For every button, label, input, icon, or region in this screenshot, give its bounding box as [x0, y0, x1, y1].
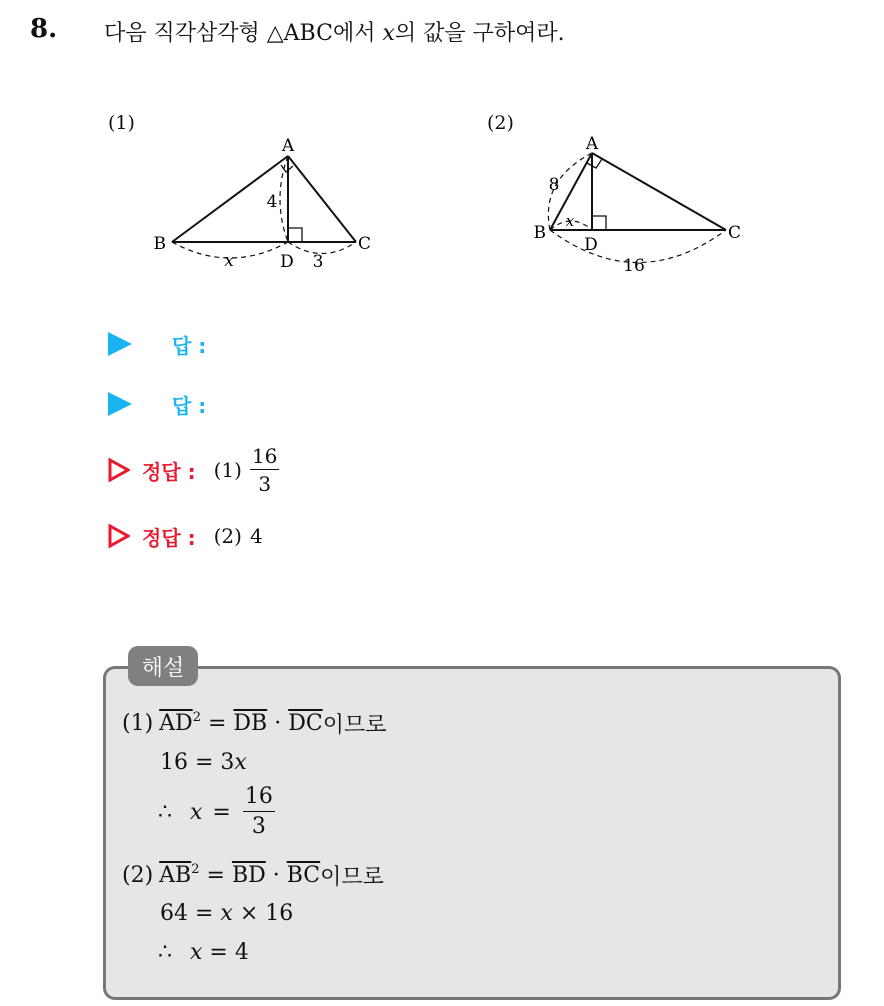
figure-1-label: (1) — [108, 112, 135, 134]
variable-x: x — [234, 750, 247, 775]
solution-line-1 — [122, 708, 386, 739]
segment-db: $\overline{DB}$ — [233, 711, 268, 736]
triangle-arrow-icon — [108, 332, 132, 356]
equation-right: = 4 — [202, 940, 249, 965]
figure-2-label: (2) — [487, 112, 514, 134]
correct-answer-part-2: (2) — [213, 524, 242, 548]
solution-line-6 — [158, 940, 249, 965]
segment-dc: $\overline{DC}$ — [288, 711, 323, 736]
correct-answer-number-2: 4 — [249, 524, 263, 548]
dot-operator: · — [265, 863, 287, 888]
therefore-symbol: ∴ — [158, 799, 172, 825]
variable-x: x — [190, 940, 203, 965]
figure-1-arc-ad — [280, 156, 288, 242]
solution-line-2 — [160, 750, 247, 775]
solution-line-4 — [122, 860, 384, 891]
equals-sign: = — [200, 711, 234, 736]
solution-line-3 — [158, 786, 275, 838]
figure-1-vertex-c: C — [358, 234, 372, 254]
segment-ad: $\overline{AD}$ — [159, 711, 193, 736]
answer-row-1 — [108, 324, 206, 364]
exponent: 2 — [192, 710, 201, 725]
figure-1-vertex-a: A — [281, 136, 295, 156]
correct-answer-label-1: 정답 : — [142, 459, 196, 484]
segment-ab: $\overline{AB}$ — [159, 863, 192, 888]
question-number: 8. — [30, 14, 58, 44]
figure-1-triangle — [172, 156, 356, 242]
variable-x: x — [220, 901, 233, 926]
dot-operator: · — [267, 711, 289, 736]
solution-part-1: (1) — [122, 711, 154, 736]
fraction-denominator: 3 — [258, 472, 272, 496]
answer-label-2: 답 : — [172, 393, 207, 418]
correct-answer-label-2: 정답 : — [142, 525, 196, 550]
segment-bc: $\overline{BC}$ — [286, 863, 321, 888]
variable-x: x — [190, 799, 203, 825]
figure-2-vertex-a: A — [585, 134, 599, 154]
question-variable: x — [382, 21, 395, 46]
figure-2-measure-ab: 8 — [548, 175, 560, 195]
figure-2-vertex-b: B — [533, 223, 546, 243]
figure-2-diagram — [520, 130, 760, 280]
outline-triangle-arrow-icon — [108, 458, 130, 482]
figure-2-measure-bc: 16 — [623, 256, 645, 276]
correct-answer-value-2 — [214, 524, 263, 548]
figure-1-measure-ad: 4 — [266, 192, 278, 212]
korean-suffix: 이므로 — [322, 713, 387, 738]
exponent: 2 — [191, 862, 200, 877]
fraction-numerator: 16 — [243, 786, 275, 812]
korean-suffix: 이므로 — [320, 865, 384, 890]
equation-left: 64 = — [160, 901, 221, 926]
question-text — [104, 16, 565, 47]
question-text-after: 의 값을 구하여라. — [394, 21, 565, 46]
correct-answer-part-1: (1) — [213, 458, 242, 482]
equation-left: 16 = 3 — [160, 750, 235, 775]
answer-row-2 — [108, 384, 206, 424]
figure-2-right-angle-d — [592, 216, 606, 230]
answer-label-1: 답 : — [172, 333, 207, 358]
solution-fraction — [243, 786, 275, 838]
figure-2-right-angle-a — [587, 159, 602, 168]
outline-triangle-arrow-icon — [108, 524, 130, 548]
question-text-before: 다음 직각삼각형 △ABC에서 — [104, 21, 383, 46]
figure-2-vertex-d: D — [584, 235, 598, 255]
equals-sign: = — [212, 799, 231, 825]
fraction-denominator: 3 — [251, 814, 266, 839]
correct-answer-row-1 — [108, 444, 279, 496]
figure-2-measure-bd: x — [565, 212, 575, 230]
figure-1-measure-dc: 3 — [312, 252, 324, 272]
segment-bd: $\overline{BD}$ — [231, 863, 266, 888]
fraction-numerator: 16 — [251, 444, 278, 468]
solution-line-5 — [160, 901, 293, 926]
correct-answer-value-1 — [214, 446, 280, 494]
triangle-arrow-icon — [108, 392, 132, 416]
figure-1-measure-bd: x — [224, 251, 234, 271]
figure-2-vertex-c: C — [728, 223, 742, 243]
figure-1-vertex-d: D — [280, 252, 294, 272]
figure-1-vertex-b: B — [153, 234, 166, 254]
figure-2-triangle — [550, 153, 726, 230]
solution-tab: 해설 — [128, 646, 198, 686]
figure-1-right-angle-d — [288, 228, 302, 242]
correct-answer-row-2 — [108, 516, 263, 556]
solution-part-2: (2) — [122, 863, 154, 888]
therefore-symbol: ∴ — [158, 940, 172, 965]
correct-answer-fraction — [250, 446, 279, 494]
figure-1-diagram — [140, 130, 390, 280]
equation-right: × 16 — [232, 901, 294, 926]
equals-sign: = — [199, 863, 232, 888]
